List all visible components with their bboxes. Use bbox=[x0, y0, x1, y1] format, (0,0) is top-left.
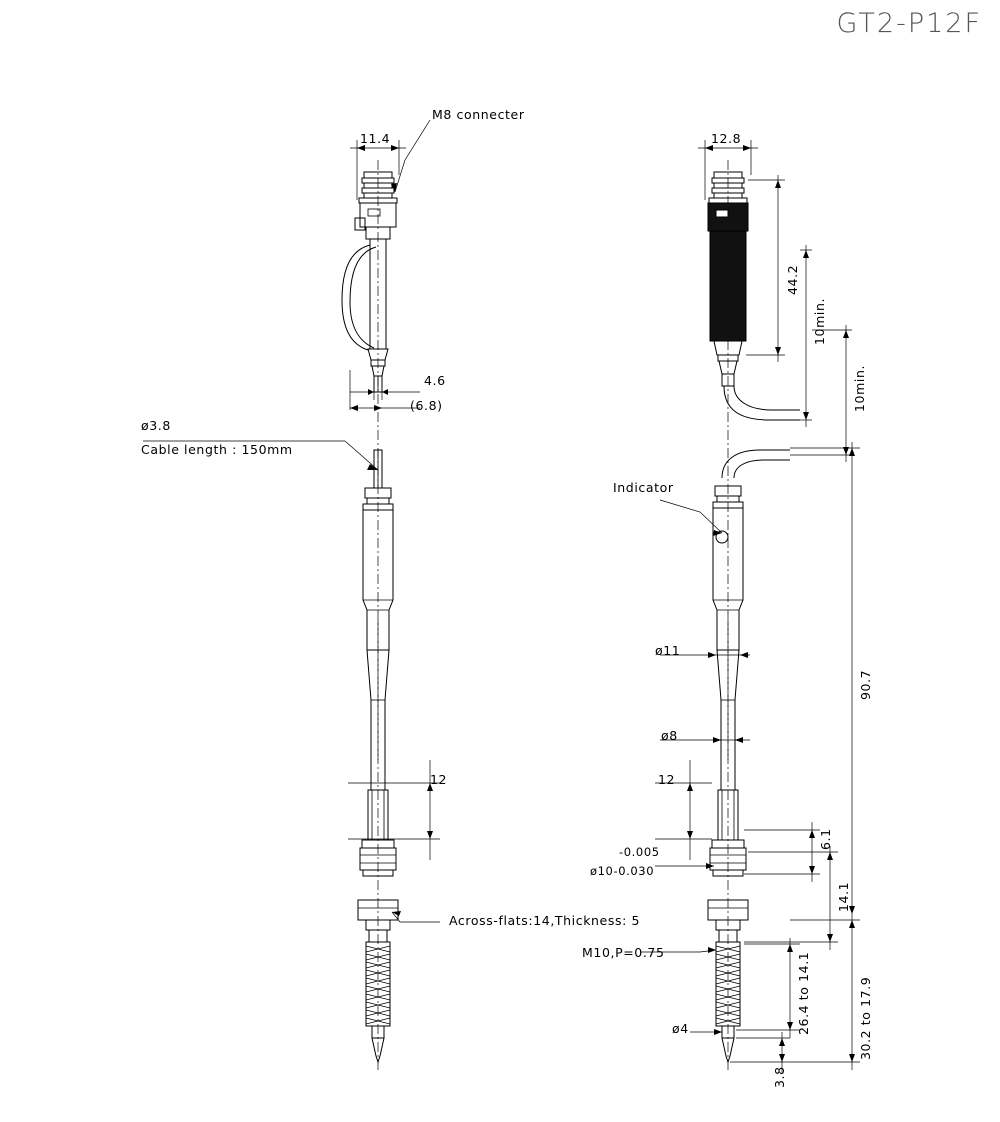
right-view-geometry bbox=[640, 140, 860, 1072]
label-overall-length: 90.7 bbox=[858, 669, 873, 700]
label-bend-radius-outer: 10min. bbox=[852, 364, 867, 412]
label-right-width-12-8: 12.8 bbox=[711, 131, 742, 146]
label-left-6-8: (6.8) bbox=[410, 398, 443, 413]
label-tolerance-upper: -0.005 bbox=[619, 845, 660, 859]
label-cable-diameter: ø3.8 bbox=[141, 418, 171, 433]
label-dia-8: ø8 bbox=[661, 728, 678, 743]
label-dia-11: ø11 bbox=[655, 643, 681, 658]
label-bend-radius-inner: 10min. bbox=[812, 297, 827, 345]
label-tip-length-3-8: 3.8 bbox=[772, 1066, 787, 1088]
left-view-geometry bbox=[143, 120, 440, 1070]
label-body-length-44-2: 44.2 bbox=[785, 264, 800, 295]
label-dia-10-tolerance: ø10-0.030 bbox=[590, 864, 655, 878]
label-left-width-11-4: 11.4 bbox=[360, 131, 391, 146]
label-thread-m10: M10,P=0.75 bbox=[582, 945, 665, 960]
label-left-dim-12: 12 bbox=[430, 772, 448, 787]
label-dia-4: ø4 bbox=[672, 1021, 689, 1036]
label-total-range: 30.2 to 17.9 bbox=[858, 976, 873, 1060]
label-stroke-range: 26.4 to 14.1 bbox=[796, 951, 811, 1035]
label-cable-length: Cable length : 150mm bbox=[141, 442, 293, 457]
label-left-4-6: 4.6 bbox=[424, 373, 446, 388]
label-m8-connecter: M8 connecter bbox=[432, 107, 525, 122]
page-title: GT2-P12F bbox=[836, 8, 982, 39]
label-across-flats: Across-flats:14,Thickness: 5 bbox=[449, 913, 641, 928]
label-right-dim-12: 12 bbox=[658, 772, 676, 787]
label-dim-6-1: 6.1 bbox=[818, 828, 833, 850]
label-indicator: Indicator bbox=[613, 480, 674, 495]
label-dim-14-1: 14.1 bbox=[836, 881, 851, 912]
